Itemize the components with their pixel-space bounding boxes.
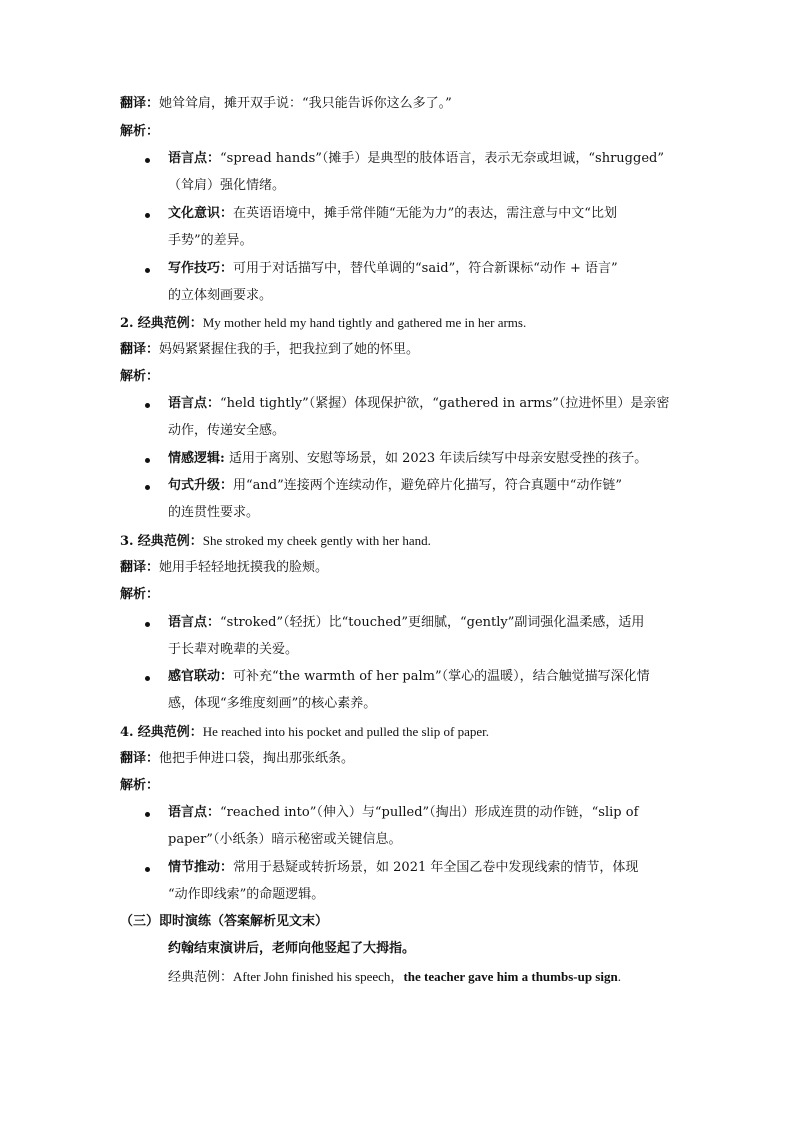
bullet-icon	[145, 812, 150, 817]
bullet-icon	[145, 268, 150, 273]
translation-text: 她耸耸肩，摊开双手说：“我只能告诉你这么多了。”	[159, 96, 452, 111]
bullet-icon	[145, 676, 150, 681]
point-label: 感官联动：	[168, 669, 234, 684]
analysis-point	[168, 261, 618, 277]
example-number: 2.	[120, 316, 134, 331]
point-text: “reached into”（伸入）与“pulled”（掏出）形成连贯的动作链，“slip of	[220, 805, 639, 820]
point-label: 情节推动：	[168, 860, 234, 875]
point-label: 情感逻辑:	[168, 451, 225, 466]
point-text-cont: 手势”的差异。	[168, 233, 253, 248]
point-label: 语言点：	[168, 805, 221, 820]
analysis-label: 解析：	[120, 124, 160, 139]
analysis-label: 解析：	[120, 369, 160, 384]
example-number: 4.	[120, 725, 134, 740]
point-text: 可补充“the warmth of her palm”（掌心的温暖），结合触觉描写深化情	[233, 669, 650, 684]
point-text-cont: “动作即线索”的命题逻辑。	[168, 887, 325, 902]
point-text-cont: 动作，传递安全感。	[168, 423, 286, 438]
example-line	[120, 724, 489, 741]
bullet-icon	[145, 158, 150, 163]
analysis-label: 解析：	[120, 778, 160, 793]
example-text: My mother held my hand tightly and gathered me in her arms.	[202, 315, 527, 330]
translation-text: 她用手轻轻地抚摸我的脸颊。	[159, 560, 329, 575]
analysis-point	[168, 860, 638, 876]
translation-label: 翻译：	[120, 342, 160, 357]
point-text-cont: 的连贯性要求。	[168, 505, 260, 520]
example-label: 经典范例：	[168, 970, 234, 985]
point-text: 在英语语境中，摊手常伴随“无能为力”的表达，需注意与中文“比划	[233, 206, 617, 221]
translation-line	[120, 96, 452, 112]
bullet-icon	[145, 213, 150, 218]
analysis-point	[168, 478, 622, 494]
bullet-icon	[145, 485, 150, 490]
point-label: 句式升级：	[168, 478, 234, 493]
practice-heading: （三）即时演练（答案解析见文末）	[120, 914, 329, 929]
example-line	[120, 533, 431, 550]
bullet-icon	[145, 403, 150, 408]
point-text-cont: 于长辈对晚辈的关爱。	[168, 642, 299, 657]
point-text: 常用于悬疑或转折场景，如 2021 年全国乙卷中发现线索的情节，体现	[233, 860, 639, 875]
analysis-point	[168, 396, 669, 412]
point-label: 语言点：	[168, 615, 221, 630]
example-text: She stroked my cheek gently with her hand.	[202, 533, 431, 548]
analysis-point	[168, 451, 647, 467]
translation-label: 翻译：	[120, 751, 160, 766]
analysis-label: 解析：	[120, 587, 160, 602]
point-text: 用“and”连接两个连续动作，避免碎片化描写，符合真题中“动作链”	[233, 478, 623, 493]
analysis-point	[168, 151, 664, 167]
example-label: 经典范例：	[137, 725, 203, 740]
bullet-icon	[145, 867, 150, 872]
point-text-cont: 感，体现“多维度刻画”的核心素养。	[168, 696, 377, 711]
point-label: 语言点：	[168, 396, 221, 411]
example-label: 经典范例：	[137, 316, 203, 331]
point-label: 语言点：	[168, 151, 221, 166]
bullet-icon	[145, 622, 150, 627]
analysis-point	[168, 669, 650, 685]
translation-line	[120, 342, 419, 358]
example-number: 3.	[120, 534, 134, 549]
translation-line	[120, 751, 354, 767]
example-text: He reached into his pocket and pulled the slip of paper.	[202, 724, 490, 739]
point-label: 写作技巧：	[168, 261, 234, 276]
point-text-cont: 的立体刻画要求。	[168, 288, 273, 303]
example-end: .	[617, 969, 621, 984]
translation-label: 翻译：	[120, 96, 160, 111]
practice-prompt: 约翰结束演讲后，老师向他竖起了大拇指。	[168, 941, 416, 956]
example-highlight: the teacher gave him a thumbs-up sign	[403, 969, 618, 984]
point-text: “held tightly”（紧握）体现保护欲，“gathered in arms”（拉进怀里）是亲密	[220, 396, 670, 411]
point-label: 文化意识：	[168, 206, 234, 221]
point-text-cont: paper”（小纸条）暗示秘密或关键信息。	[168, 832, 402, 847]
example-text: After John finished his speech，	[233, 969, 404, 984]
practice-example	[168, 969, 621, 986]
bullet-icon	[145, 458, 150, 463]
translation-label: 翻译：	[120, 560, 160, 575]
example-label: 经典范例：	[137, 534, 203, 549]
example-line	[120, 315, 526, 332]
translation-text: 他把手伸进口袋，掏出那张纸条。	[159, 751, 355, 766]
analysis-point	[168, 805, 638, 821]
translation-text: 妈妈紧紧握住我的手，把我拉到了她的怀里。	[159, 342, 420, 357]
point-text-cont: （耸肩）强化情绪。	[168, 178, 286, 193]
point-text: “spread hands”（摊手）是典型的肢体语言，表示无奈或坦诚，“shrugged”	[220, 151, 664, 166]
analysis-point	[168, 615, 644, 631]
point-text: “stroked”（轻抚）比“touched”更细腻，“gently”副词强化温柔感，适用	[220, 615, 645, 630]
translation-line	[120, 560, 328, 576]
analysis-point	[168, 206, 617, 222]
point-text: 适用于离别、安慰等场景，如 2023 年读后续写中母亲安慰受挫的孩子。	[224, 451, 648, 466]
point-text: 可用于对话描写中，替代单调的“said”，符合新课标“动作 + 语言”	[233, 261, 618, 276]
